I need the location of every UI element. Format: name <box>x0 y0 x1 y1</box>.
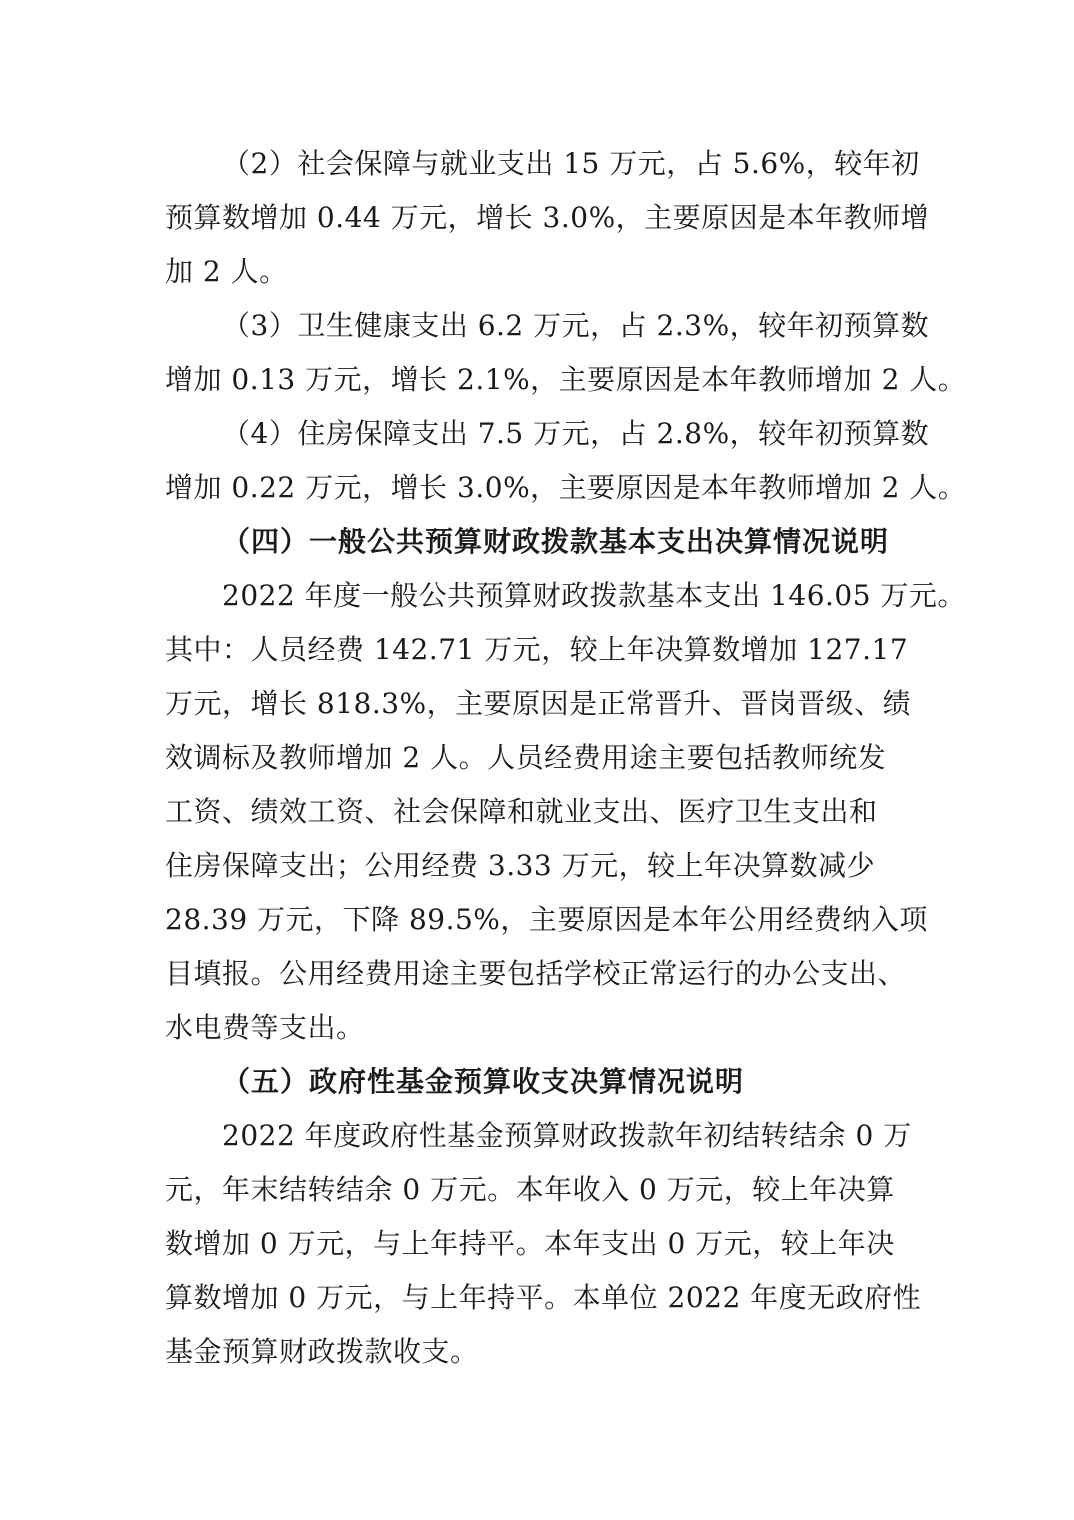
section-heading-five: （五）政府性基金预算收支决算情况说明 <box>222 1065 745 1098</box>
para-basic-line-2: 其中：人员经费 142.71 万元，较上年决算数增加 127.17 <box>165 633 909 666</box>
para-housing-line-1: （4）住房保障支出 7.5 万元，占 2.8%，较年初预算数 <box>222 417 930 450</box>
para-fund-line-2: 元，年末结转结余 0 万元。本年收入 0 万元，较上年决算 <box>165 1173 895 1206</box>
para-fund-line-3: 数增加 0 万元，与上年持平。本年支出 0 万元，较上年决 <box>165 1227 895 1260</box>
para-basic-line-6: 住房保障支出；公用经费 3.33 万元，较上年决算数减少 <box>165 849 876 882</box>
para-fund-line-1: 2022 年度政府性基金预算财政拨款年初结转结余 0 万 <box>222 1119 912 1152</box>
para-basic-line-5: 工资、绩效工资、社会保障和就业支出、医疗卫生支出和 <box>165 795 878 828</box>
para-basic-line-8: 目填报。公用经费用途主要包括学校正常运行的办公支出、 <box>165 957 907 990</box>
para-basic-line-4: 效调标及教师增加 2 人。人员经费用途主要包括教师统发 <box>165 741 887 774</box>
para-social-line-2: 预算数增加 0.44 万元，增长 3.0%，主要原因是本年教师增 <box>165 201 930 234</box>
para-social-line-1: （2）社会保障与就业支出 15 万元，占 5.6%，较年初 <box>222 147 920 180</box>
para-social-line-3: 加 2 人。 <box>165 255 288 288</box>
section-heading-four: （四）一般公共预算财政拨款基本支出决算情况说明 <box>222 525 890 558</box>
para-basic-line-7: 28.39 万元，下降 89.5%，主要原因是本年公用经费纳入项 <box>165 903 928 936</box>
para-health-line-1: （3）卫生健康支出 6.2 万元，占 2.3%，较年初预算数 <box>222 309 930 342</box>
para-basic-line-9: 水电费等支出。 <box>165 1011 365 1044</box>
para-fund-line-4: 算数增加 0 万元，与上年持平。本单位 2022 年度无政府性 <box>165 1281 922 1314</box>
para-housing-line-2: 增加 0.22 万元，增长 3.0%，主要原因是本年教师增加 2 人。 <box>165 471 967 504</box>
para-basic-line-1: 2022 年度一般公共预算财政拨款基本支出 146.05 万元。 <box>222 579 966 612</box>
para-health-line-2: 增加 0.13 万元，增长 2.1%，主要原因是本年教师增加 2 人。 <box>165 363 967 396</box>
para-fund-line-5: 基金预算财政拨款收支。 <box>165 1335 479 1368</box>
para-basic-line-3: 万元，增长 818.3%，主要原因是正常晋升、晋岗晋级、绩 <box>165 687 912 720</box>
